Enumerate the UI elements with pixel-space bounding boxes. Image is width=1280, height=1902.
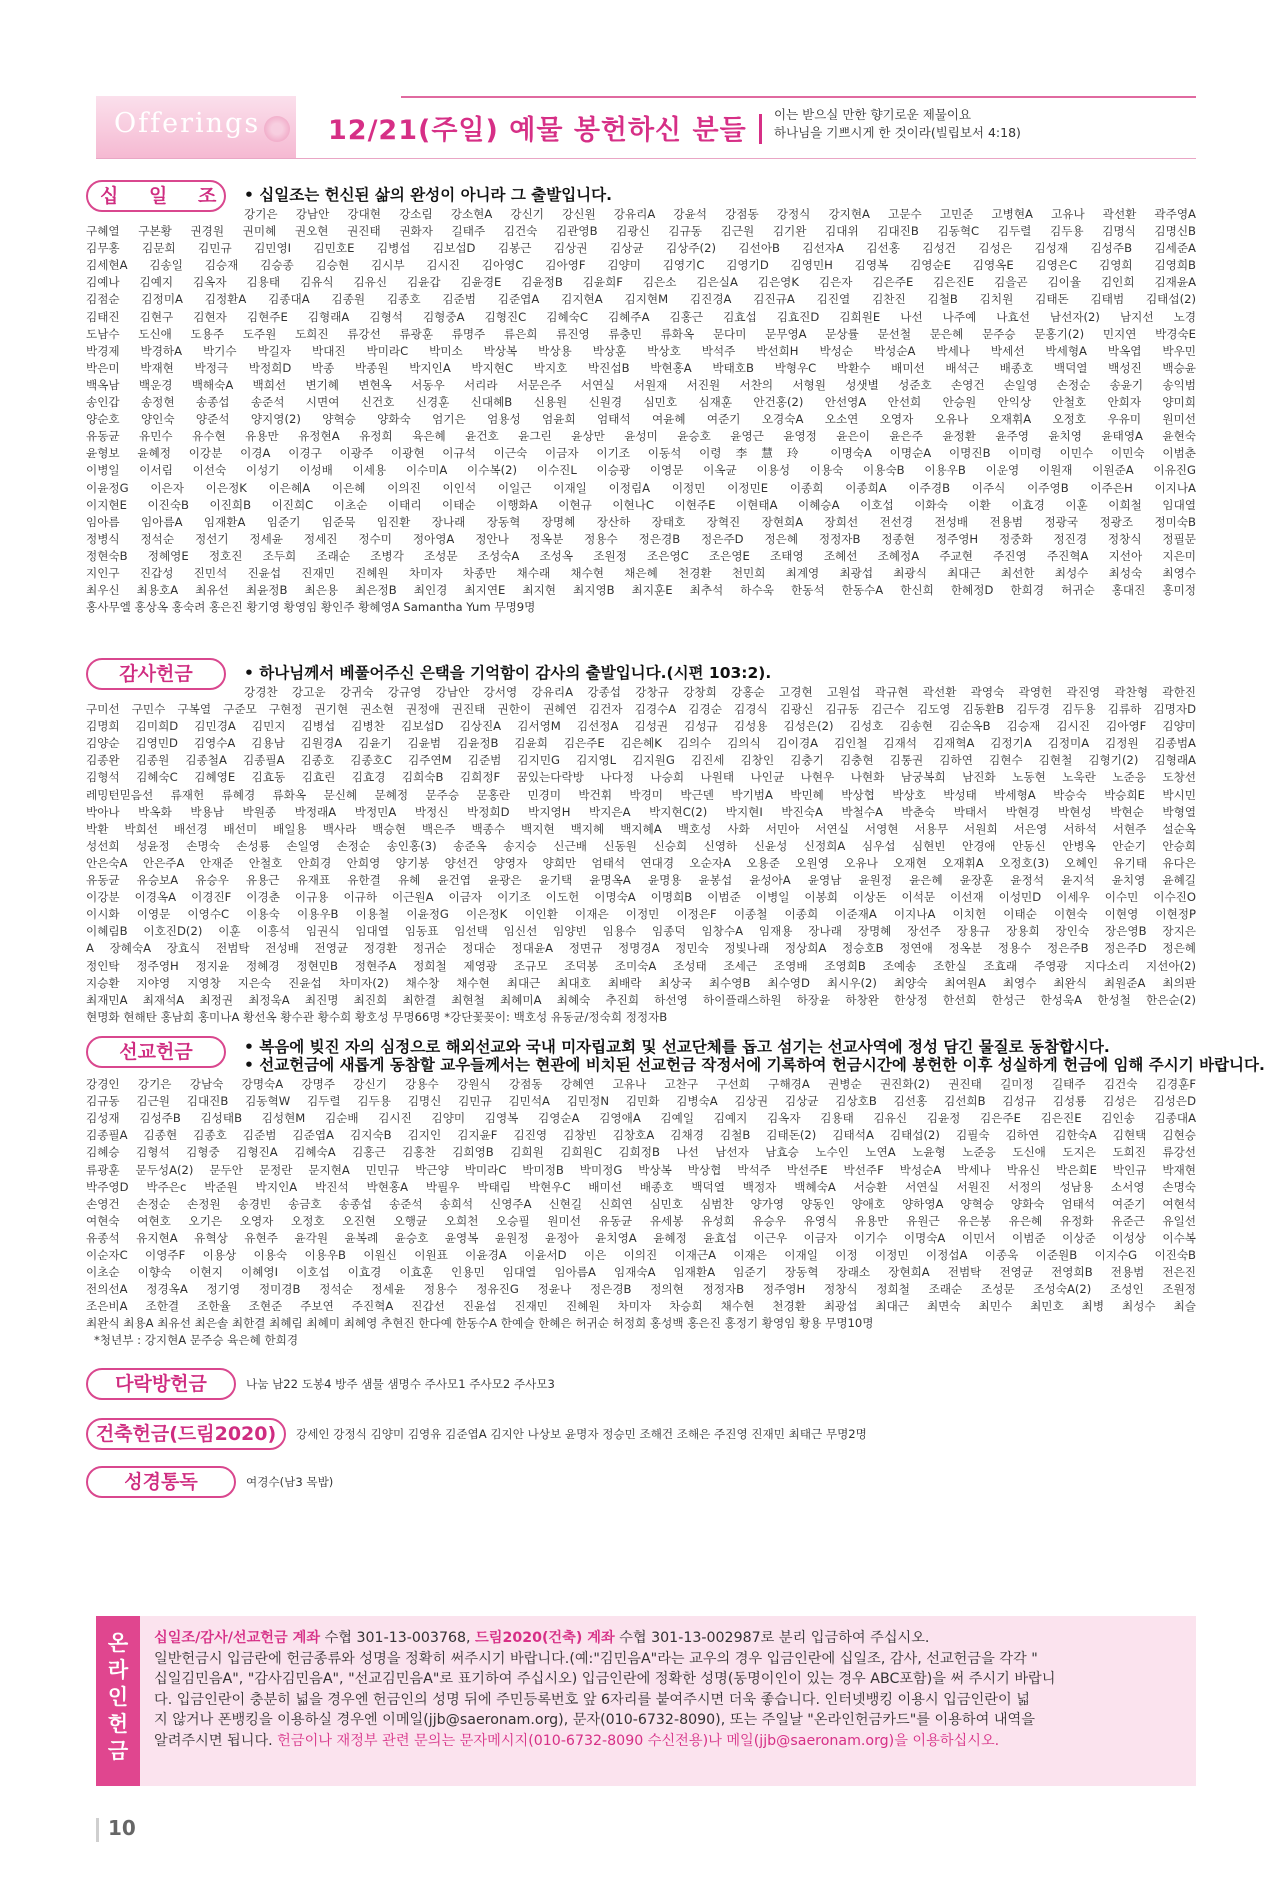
building-account-number: 수협 301-13-002987로 분리 입금하여 주십시오. [614, 1630, 930, 1646]
names-line: 백옥남 백운경 백해숙A 백희선 변기혜 변현옥 서동우 서리라 서문은주 서연실 서원재 서진원 서찬의 서형원 성샛별 성준호 손영건 손일영 손정순 송윤기 송익범 [86, 377, 1196, 392]
verse-line: 하나님을 기쁘시게 한 것이라(빌립보서 4:18) [774, 125, 1021, 140]
names-line: 유동균 유승보A 유승우 유용근 유재표 유한결 유혜 윤건엽 윤광은 윤기택 윤명옥A 윤명용 윤봉섭 윤성아A 윤영남 윤원정 윤은혜 윤장훈 윤정석 윤지석 윤치영 윤혜길 [86, 873, 1196, 887]
header-divider [759, 114, 762, 144]
names-line: 유동균 유민수 유수현 유용만 유정현A 유정희 육은혜 윤건호 윤그린 윤상만 윤성미 윤승호 윤영근 윤영정 윤은이 윤은주 윤정환 윤주영 윤치영 윤태영A 윤현숙 [86, 429, 1196, 444]
online-tab-char: 금 [107, 1739, 129, 1763]
names-line: A 장혜숙A 장효식 전범탁 전성배 전영균 정경환 정귀순 정대순 정대윤A 정면규 정명경A 정민숙 정빛나래 정상희A 정승호B 정연애 정옥분 정용수 정은주B 정은주D 정은혜 [86, 941, 1196, 956]
online-line-6-start: 알려주시면 됩니다. [154, 1732, 278, 1749]
online-offering-text [154, 1628, 1178, 1752]
online-offering-box [96, 1616, 1196, 1786]
flower-icon [264, 116, 290, 142]
online-tab-char: 온 [107, 1631, 129, 1655]
names-line: 정병식 정석순 정선기 정세윤 정세진 정수미 정아영A 정안나 정옥분 정용수 정은경B 정은주D 정은혜 정정자B 정종현 정주영H 정중화 정진경 정창식 정필문 [86, 531, 1196, 546]
names-line: 김태진 김현구 김현자 김현주E 김형래A 김형석 김형중A 김형진C 김혜숙C 김혜주A 김홍근 김효섭 김효진D 김희원E 나선 나주예 나효선 남선자(2) 남지선 노경 [86, 309, 1196, 324]
darak-label: 다락방헌금 [86, 1368, 236, 1400]
names-line: 여현숙 여현호 오기은 오영자 오정호 오진현 오행균 오희천 오승필 원미선 유동균 유세봉 유성희 유승우 유영식 유용만 유원근 유은봉 유은혜 유정화 유준근 유일선 [86, 1213, 1196, 1228]
names-line: 이순자C 이영주F 이용상 이용숙 이용우B 이원신 이원표 이윤경A 이윤서D 이은 이의진 이재근A 이재은 이재일 이정 이정민 이정섭A 이종욱 이준원B 이지수G 이진숙B [86, 1248, 1196, 1262]
names-line: 현명화 현해탄 홍남희 홍미나A 황선옥 황수관 황수희 황호성 무명66명 *강단꽃꽂이: 백호성 유동균/정숙희 정정자B [86, 1009, 668, 1024]
online-tab-char: 라 [107, 1658, 129, 1682]
names-line: 유종석 유지현A 유혁상 유현주 윤각원 윤복례 윤승호 윤영복 윤원정 윤정아 윤치영A 윤혜정 윤효섭 이근우 이금자 이기수 이명숙A 이민서 이범준 이상준 이성상 이수복 [86, 1230, 1196, 1245]
header-rule-bottom [96, 158, 1196, 159]
darak-section [86, 1368, 1196, 1404]
names-line: 김명희 김미희D 김민경A 김민지 김병섭 김병찬 김보섭D 김상진A 김서영M 김선정A 김성권 김성규 김성용 김성은(2) 김성호 김송현 김순옥B 김승재 김시진 김아영F 김양미 [86, 719, 1196, 734]
names-line: 이지현E 이진숙B 이진희B 이진희C 이초순 이태리 이태순 이행화A 이현규 이현나C 이현주E 이현태A 이혜승A 이호섭 이화숙 이환 이효경 이훈 이희철 임대열 [86, 497, 1196, 512]
mission-lead-2: • 선교헌금에 새롭게 동참할 교우들께서는 현관에 비치된 선교헌금 작정서에 기록하여 헌금시간에 봉헌한 이후 성실하게 헌금에 임해 주시기 바랍니다. [244, 1056, 1265, 1074]
names-line: 박경제 박경하A 박기수 박길자 박대진 박미라C 박미소 박상복 박상용 박상훈 박상호 박석주 박선희H 박성순 박성순A 박세나 박세선 박세형A 박옥엽 박우민 [86, 343, 1196, 358]
names-line: 이윤정G 이은자 이은정K 이은혜A 이은혜 이의진 이인석 이일근 이재일 이정림A 이정민 이정민E 이종희 이종희A 이주경B 이주식 이주영B 이주은H 이지나A [86, 480, 1196, 495]
offerings-header [96, 78, 1196, 158]
mission-label: 선교헌금 [86, 1036, 226, 1068]
names-line: 강경인 강기은 강남숙 강명숙A 강명주 강신기 강용수 강원식 강점동 강혜연 고유나 고찬구 구선희 구해경A 권병순 권진화(2) 권진태 길미정 길태주 김건숙 김경훈F [86, 1077, 1196, 1091]
thanks-section [86, 658, 1196, 1028]
building-label: 건축헌금(드림2020) [86, 1418, 286, 1450]
offerings-badge [96, 96, 296, 158]
header-rule-top [401, 96, 1196, 98]
names-line: 지승환 지야영 지영창 지은숙 진윤섭 차미자(2) 채수창 채수현 최대근 최대호 최배락 최상국 최수영B 최수영D 최시우(2) 최양숙 최여원A 최영수 최완식 최원준A 최의판 [86, 975, 1196, 990]
thanks-label: 감사헌금 [86, 658, 226, 690]
tithe-account-number: 수협 301-13-003768, [320, 1630, 476, 1646]
names-line: 김세현A 김송일 김승재 김승종 김승현 김시부 김시진 김아영C 김아영F 김양미 김영기C 김영기D 김영민H 김영복 김영순E 김영옥E 김영은C 김영희 김영희B [86, 258, 1196, 273]
names-line: 이강분 이경옥A 이경진F 이경춘 이규용 이규하 이근원A 이금자 이기조 이도헌 이명숙A 이명희B 이범준 이병일 이봉희 이상돈 이석문 이선재 이성민D 이세우 이수민 이수진O [86, 890, 1196, 905]
names-line: 김무홍 김문희 김민규 김민영I 김민호E 김병섭 김보섭D 김봉근 김상권 김상균 김상주(2) 김선아B 김선자A 김선홍 김성건 김성은 김성재 김성주B 김세준A [86, 241, 1196, 256]
mission-youth-note: *청년부 : 강지현A 문주승 육은혜 한희경 [94, 1333, 299, 1347]
online-line-1 [154, 1628, 1178, 1649]
names-line: 이초순 이향숙 이현지 이혜영I 이호섭 이효경 이효훈 인용민 임대열 임아름A 임재숙A 임재환A 임준기 장동혁 장래소 장현희A 전범탁 전영균 전영희B 전용범 전은진 [86, 1265, 1196, 1280]
finance-contact-text: 헌금이나 재정부 관련 문의는 문자메시지(010-6732-8090 수신전용)나 메일(jjb@saeronam.org)을 이용하십시오. [277, 1732, 1000, 1749]
names-line: 이시화 이영문 이영수C 이용숙 이용우B 이용철 이윤정G 이은정K 이인환 이재은 이정민 이정은F 이종철 이종희 이준재A 이지나A 이치헌 이태순 이현숙 이현영 이현정P [86, 907, 1196, 922]
online-line-6 [154, 1731, 1178, 1752]
names-line: 이혜림B 이호진D(2) 이훈 이흥석 임권식 임대열 임동표 임선택 임신선 임양빈 임용수 임종덕 임창수A 임재용 장나래 장명혜 장선주 장용규 장용희 장인숙 장은영B 장지은 [86, 924, 1196, 939]
names-line: 김규동 김근원 김대진B 김동혁W 김두렬 김두용 김명신 김민규 김민석A 김민정N 김민화 김병숙A 김상권 김상균 김상호B 김선홍 김선희B 김성규 김성룡 김성은 김성은D [86, 1094, 1196, 1109]
names-line: 조은비A 조한결 조한율 조현준 주보연 주진혁A 진갑선 진윤섭 진재민 진혜원 차미자 차승희 채수현 천경환 최광섭 최대근 최면숙 최민수 최민호 최병 최성수 최슬 [86, 1299, 1196, 1314]
names-line: 구혜열 구본황 권경원 권미혜 권오현 권진태 권화자 길태주 김건숙 김관영B 김광신 김규동 김근원 김기완 김대위 김대진B 김동혁C 김두렬 김두용 김명식 김명신B [86, 224, 1196, 238]
mission-section [86, 1036, 1265, 1356]
tithe-section [86, 180, 1196, 650]
names-line: 이병일 이서림 이선숙 이성기 이성배 이세용 이수미A 이수복(2) 이수진L 이승광 이영문 이옥균 이용성 이용숙 이용숙B 이용우B 이운영 이원재 이원준A 이유진G [86, 463, 1196, 478]
online-line-4: 다. 입금인란이 충분히 넓을 경우엔 헌금인의 성명 뒤에 주민등록번호 앞 6자리를 붙여주시면 더욱 좋습니다. 인터넷뱅킹 이용시 입금인란이 넓 [154, 1691, 1030, 1708]
names-line: 김형석 김혜숙C 김혜영E 김효동 김효린 김효경 김희숙B 김희정F 꿈있는다락방 나다정 나승희 나원태 나인균 나현우 나현화 남궁복희 남진화 노동현 노욱란 노준응 도창선 [86, 770, 1196, 785]
thanks-lead: • 하나님께서 베풀어주신 은택을 기억함이 감사의 출발입니다.(시편 103:2). [244, 664, 772, 682]
names-line: 김종완 김종원 김종철A 김종필A 김종호 김종호C 김주연M 김준범 김지민G 김지영L 김지원G 김진세 김창인 김충기 김충현 김통권 김하연 김현수 김현철 김형기(2) 김형래A [86, 753, 1196, 768]
names-line: 박아나 박옥화 박용남 박원종 박정래A 박정민A 박정신 박정희D 박지영H 박지은A 박지현C(2) 박지현I 박진숙A 박철수A 박춘숙 박태서 박현경 박현성 박현순 박형열 [86, 804, 1196, 819]
names-line: 최완식 최용A 최유선 최은솔 최한결 최혜림 최혜미 최혜영 추현진 한다예 한동수A 한예슬 한혜은 허귀순 허정희 홍성백 홍은진 홍정기 황영임 황용 무명10명 [86, 1316, 874, 1331]
darak-text: 나눔 남22 도봉4 방주 샘물 샘명수 주사모1 주사모2 주사모3 [246, 1377, 555, 1391]
bible-reading-text: 여경수(남3 목밥) [246, 1475, 334, 1489]
names-line: 안은숙A 안은주A 안재준 안철호 안희경 안희영 양기봉 양선건 양영자 양희만 엄태석 연대경 오순자A 오용준 오원영 오유나 오재현 오재휘A 오정호(3) 오혜인 유기태 유다은 [86, 855, 1196, 870]
names-line: 김점순 김정미A 김정환A 김종대A 김종원 김종호 김준범 김준엽A 김지현A 김지현M 김진경A 김진규A 김진열 김찬진 김철B 김치원 김태돈 김태범 김태섭(2) [86, 292, 1196, 307]
names-line: 김혜승 김형석 김형중 김형진A 김혜숙A 김홍근 김홍찬 김희영B 김희원 김희원C 김희정B 나선 남선자 남효승 노수인 노연A 노윤형 노준응 도신애 도지은 도희진 류강선 [86, 1145, 1196, 1160]
names-line: 박주영D 박주은c 박준원 박지인A 박진석 박현홍A 박필우 박태림 박현우C 배미선 배종호 백덕열 백정자 백혜숙A 서승환 서연실 서원진 서정의 성남용 소서영 손명숙 [86, 1179, 1196, 1194]
offerings-badge-label: Offerings [114, 108, 261, 139]
online-tab-char: 헌 [107, 1712, 129, 1736]
names-line: 김양순 김영민D 김영수A 김용남 김원경A 김윤기 김윤범 김윤정B 김윤희 김은주E 김은혜K 김의수 김의식 김이경A 김인철 김재석 김재혁A 김정기A 김정미A 김정원 김종범A [86, 736, 1196, 751]
names-line: 송인갑 송정현 송종섭 송준석 시면여 신건호 신경훈 신대혜B 신용원 신원경 심민호 심재훈 안건홍(2) 안선영A 안선희 안승원 안익상 안철호 안희자 양미희 [86, 395, 1196, 409]
names-line: 지인구 진갑성 진민석 진윤섭 진재민 진혜원 차미자 차종만 채수래 채수현 채은혜 천경환 천민희 최계영 최광섭 최광식 최대근 최선한 최성수 최성숙 최영수 [86, 566, 1196, 580]
verse-line: 이는 받으실 만한 향기로운 제물이요 [774, 107, 972, 122]
names-line: 김예나 김예지 김옥자 김용태 김유식 김유신 김윤갑 김윤경E 김윤정B 김윤희F 김은소 김은실A 김은영K 김은자 김은주E 김은진E 김을곤 김이율 김인희 김재윤A [86, 275, 1196, 290]
online-line-2: 일반헌금시 입금란에 헌금종류와 성명을 정확히 써주시기 바랍니다.(예:"김민음A"라는 교우의 경우 입금인란에 십일조, 감사, 선교헌금을 각각 " [154, 1650, 1038, 1667]
bible-reading-section [86, 1466, 1196, 1502]
tithe-account-label: 십일조/감사/선교헌금 계좌 [154, 1630, 321, 1646]
names-line: 손영건 손정순 손정원 송경빈 송금호 송종섭 송준석 송희석 신영주A 신현길 신희연 심민호 심범찬 양가영 양동인 양애호 양하영A 양혁승 양화숙 엄태석 여준기 여현석 [86, 1196, 1196, 1211]
bible-reading-label: 성경통독 [86, 1466, 236, 1498]
online-tab-char: 인 [107, 1685, 129, 1709]
page-number: 10 [108, 1816, 136, 1840]
names-line: 구미선 구민수 구복열 구준모 구현정 권기현 권소현 권정애 권진태 권한이 권혜연 김건자 김경수A 김경순 김경식 김광신 김규동 김근수 김도영 김동환B 김두경 김두용 김류하 김명자D [86, 702, 1196, 716]
online-line-3: 십일김민음A", "감사김민음A", "선교김민음A"로 표기하여 주십시오) 입금인란에 정확한 성명(동명이인이 있는 경우 ABC포함)을 써 주시기 바랍니 [154, 1671, 1056, 1688]
thanks-names-first-line: 강경찬 강고운 강귀숙 강규영 강남안 강서영 강유리A 강종섭 강창규 강창희 강홍순 고경현 고원섭 곽규현 곽선환 곽영숙 곽영헌 곽진영 곽찬형 곽한진 [244, 685, 1196, 699]
building-text: 강세인 강정식 김양미 김영유 김준엽A 김지안 나상보 윤명자 정승민 조해건 조해은 주진영 진재민 최태근 무명2명 [296, 1427, 867, 1441]
page-number-bar [96, 1818, 99, 1842]
tithe-names-first-line: 강기은 강남안 강대현 강소림 강소현A 강신기 강신원 강유리A 강윤석 강점동 강정식 강지현A 고문수 고민준 고병현A 고유나 곽선환 곽주영A [244, 207, 1196, 221]
names-line: 홍사무엘 홍상옥 홍숙려 홍은진 황기영 황영임 황인주 황혜영A Samantha Yum 무명9명 [86, 600, 536, 615]
names-line: 정인탁 정주영H 정지윤 정혜경 정현민B 정현주A 정희철 제영광 조규모 조덕봉 조미숙A 조성태 조세근 조영배 조영희B 조예송 조한실 조효래 주영광 지다소리 지선아(2) [86, 958, 1196, 973]
mission-lead-1: • 복음에 빚진 자의 심정으로 해외선교와 국내 미자립교회 및 선교단체를 돕고 섬기는 선교사역에 정성 담긴 물질로 동참합시다. [244, 1038, 1110, 1056]
page-title: 12/21(주일) 예물 봉헌하신 분들 [328, 115, 747, 146]
names-line: 레밍턴믿음선 류재헌 류혜경 류화옥 문신혜 문혜정 문주승 문홍란 민경미 박건휘 박경미 박근덴 박기범A 박민혜 박상협 박상호 박성태 박세형A 박승숙 박승희E 박시민 [86, 787, 1196, 802]
building-account-label: 드림2020(건축) 계좌 [475, 1630, 615, 1646]
names-line: 윤형보 윤혜정 이강분 이경A 이경구 이광주 이광현 이규석 이근숙 이금자 이기조 이동석 이령李慧玲 이명숙A 이명순A 이명진B 이미령 이민수 이민숙 이범춘 [86, 446, 1196, 461]
names-line: 도남수 도신애 도용주 도주원 도희진 류강선 류광훈 류명주 류은희 류진영 류충민 류화옥 문다미 문무영A 문상률 문선철 문은혜 문주승 문홍기(2) 민지연 박경숙E [86, 326, 1196, 341]
names-line: 최우신 최용호A 최유선 최윤정B 최은용 최은정B 최인경 최지연E 최지현 최지영B 최지훈E 최추석 하수욱 한동석 한동수A 한신희 한혜정D 한희경 허귀순 홍대진 홍미정 [86, 583, 1196, 598]
names-line: 성선희 성윤정 손명숙 손성룡 손일영 손정순 송인홍(3) 송준옥 송지승 신근배 신동원 신승희 신영하 신윤성 신정희A 심우섭 심현빈 안경애 안동신 안병옥 안순기 안승희 [86, 838, 1196, 853]
tithe-lead: • 십일조는 헌신된 삶의 완성이 아니라 그 출발입니다. [244, 186, 613, 204]
names-line: 김종필A 김종현 김종호 김준범 김준엽A 김지숙B 김지인 김지윤F 김진영 김창빈 김창호A 김채경 김철B 김태돈(2) 김태석A 김태섭(2) 김필숙 김하연 김한숙A 김현택 김현승 [86, 1128, 1196, 1143]
header-verse [774, 106, 1021, 142]
names-line: 박은미 박재현 박정극 박정희D 박종 박종원 박지인A 박지현C 박지호 박진섭B 박현홍A 박태호B 박형우C 박환수 배미선 배석근 배종호 백덕열 백성진 백승윤 [86, 360, 1196, 375]
names-line: 임아름 임아름A 임재환A 임준기 임준묵 임진환 장나래 장동혁 장명혜 장산하 장태호 장혁진 장현희A 장희선 전선경 전성배 전용범 정광국 정광조 정미숙B [86, 514, 1196, 529]
online-line-5: 지 않거나 폰뱅킹을 이용하실 경우엔 이메일(jjb@saeronam.org), 문자(010-6732-8090), 또는 주일날 "온라인헌금카드"를 이용하여 내역을 [154, 1712, 1035, 1729]
names-line: 박환 박희선 배선경 배선미 배일용 백사라 백승현 백은주 백종수 백지현 백지혜 백지혜A 백호성 사화 서민아 서연실 서영현 서용무 서원희 서은영 서하석 서현주 설순옥 [86, 821, 1196, 836]
names-line: 김성재 김성주B 김성태B 김성현M 김순배 김시진 김양미 김영복 김영순A 김영애A 김예일 김예지 김옥자 김용태 김유신 김윤정 김은주E 김은진E 김인송 김종대A [86, 1111, 1196, 1126]
names-line: 류광훈 문두성A(2) 문두안 문정란 문지현A 민민규 박근양 박미라C 박미정B 박미정G 박상복 박상협 박석주 박선주E 박선주F 박성순A 박세나 박유신 박은희E 박인규 박재현 [86, 1162, 1196, 1177]
online-offering-tab [96, 1616, 140, 1786]
tithe-label: 십 일 조 [86, 180, 226, 212]
names-line: 전의선A 정경옥A 정기영 정미경B 정석순 정세윤 정용수 정유진G 정윤나 정은경B 정의현 정정자B 정주영H 정창식 정희철 조래순 조성문 조성숙A(2) 조성인 조원정 [86, 1282, 1196, 1297]
building-section [86, 1418, 1196, 1454]
names-line: 정현숙B 정혜영E 정호진 조두희 조래순 조병각 조성문 조성숙A 조성옥 조원정 조은영C 조은영E 조태영 조혜선 조혜정A 주교현 주진영 주진혁A 지선아 지은미 [86, 548, 1196, 563]
names-line: 최재민A 최재석A 최정권 최정욱A 최진명 최진희 최한결 최현철 최혜미A 최혜숙 추진희 하선영 하이플래스하원 하장윤 하창완 한상정 한선희 한성근 한성욱A 한성철 한은순(2) [86, 992, 1196, 1007]
names-line: 양순호 양인숙 양준석 양지영(2) 양혁승 양화숙 엄기은 엄용성 엄윤희 엄태석 여윤혜 여준기 오경숙A 오소연 오영자 오유나 오재휘A 오정호 우유미 원미선 [86, 412, 1196, 427]
